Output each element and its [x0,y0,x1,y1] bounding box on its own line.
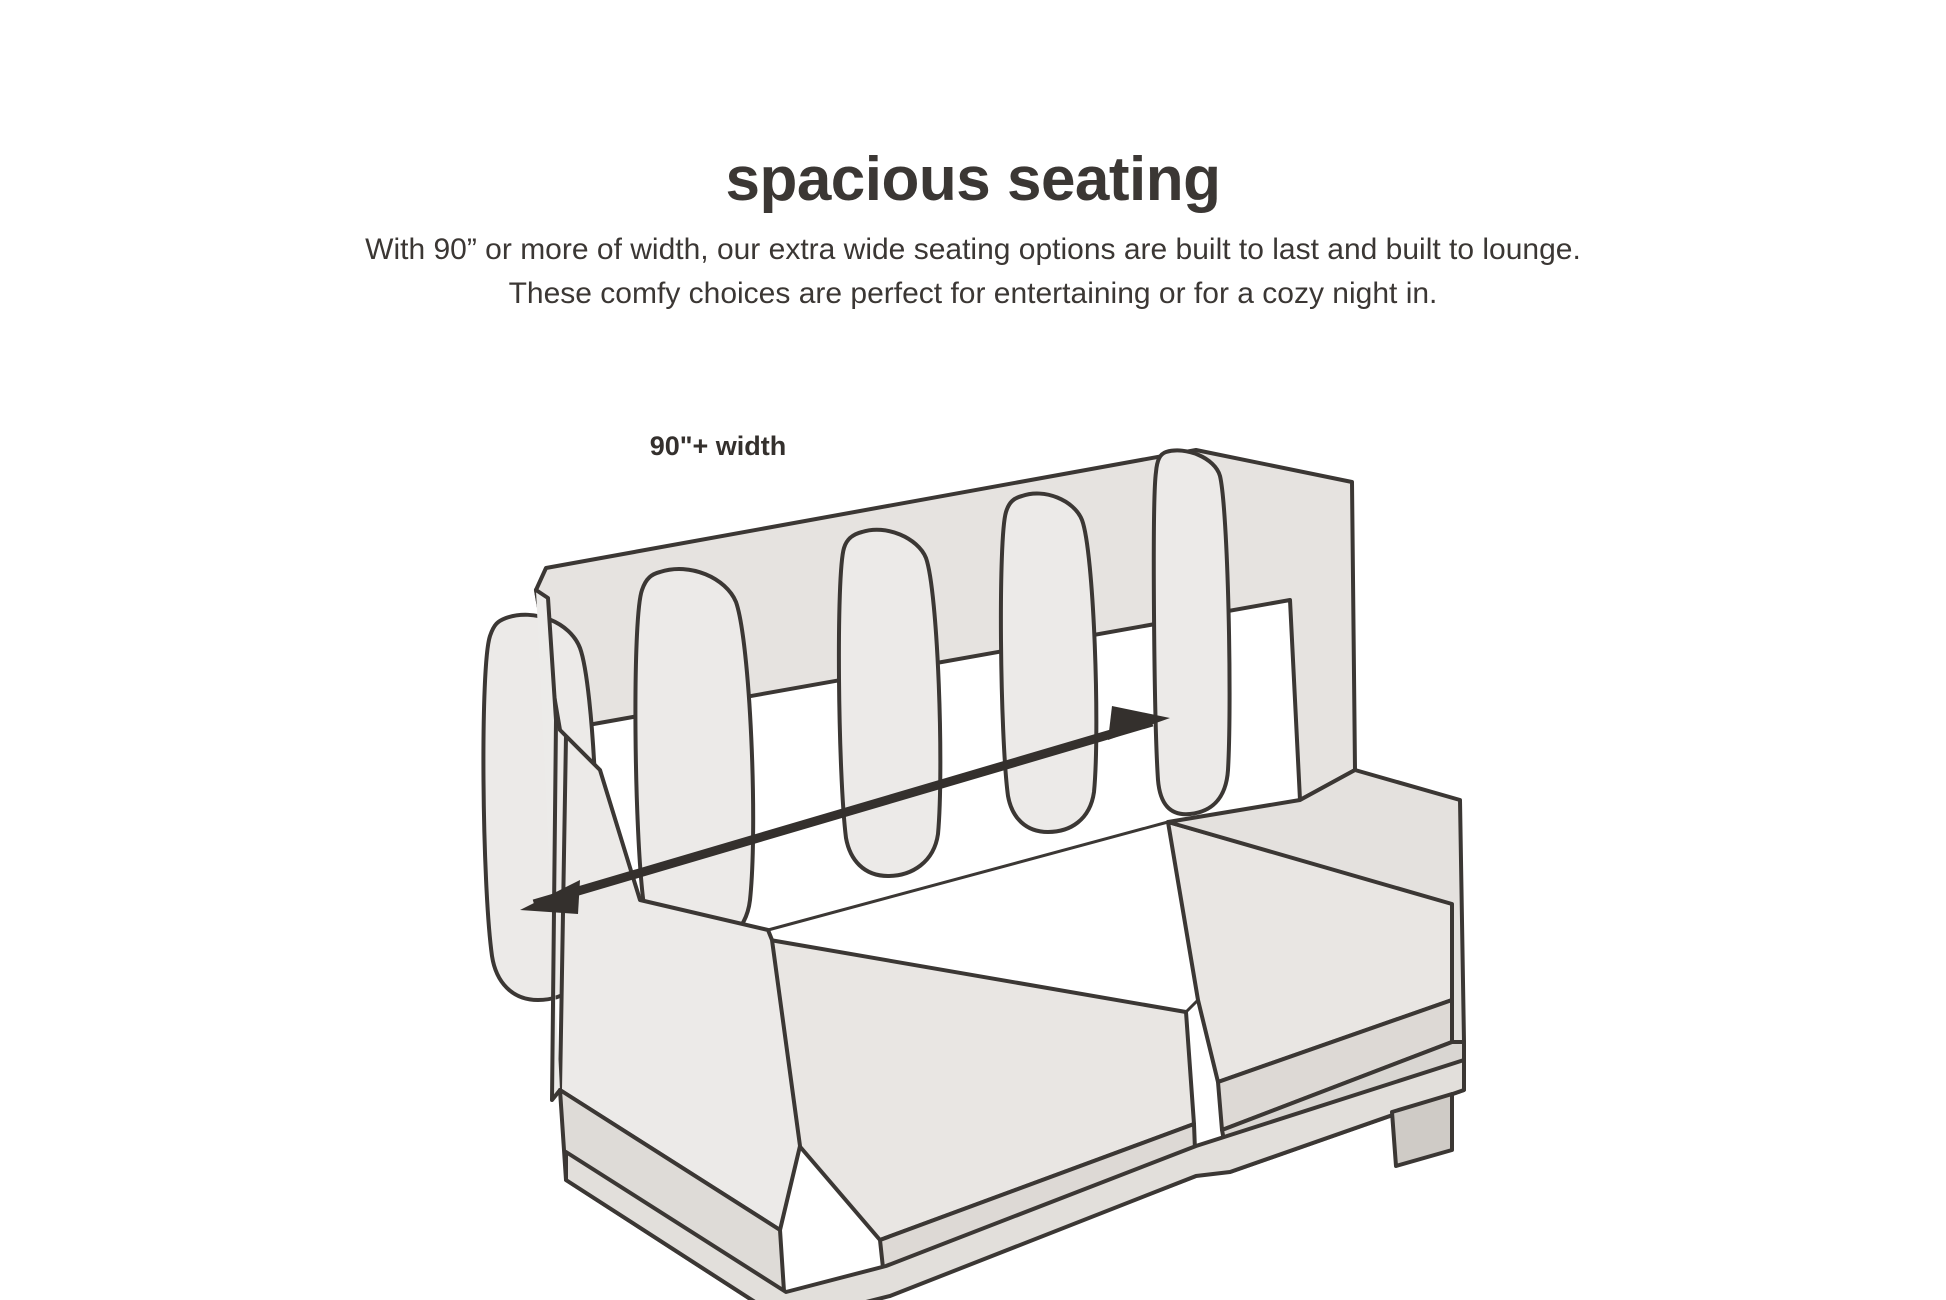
sofa-illustration [0,300,1946,1300]
page-title: spacious seating [725,144,1221,214]
seam-back-lower [768,822,1168,930]
back-cushion-right [1001,493,1096,832]
sofa-right-back-panel [1154,450,1230,814]
seam-seat-divider [1186,1000,1198,1012]
back-cushion-center [839,530,940,876]
dimension-label: 90"+ width [649,431,787,461]
subcopy-line-1: With 90” or more of width, our extra wide seating options are built to last and built to lounge. [365,233,1581,266]
back-cushion-left-center [635,569,753,950]
subcopy-line-2: These comfy choices are perfect for entertaining or for a cozy night in. [508,276,1438,310]
